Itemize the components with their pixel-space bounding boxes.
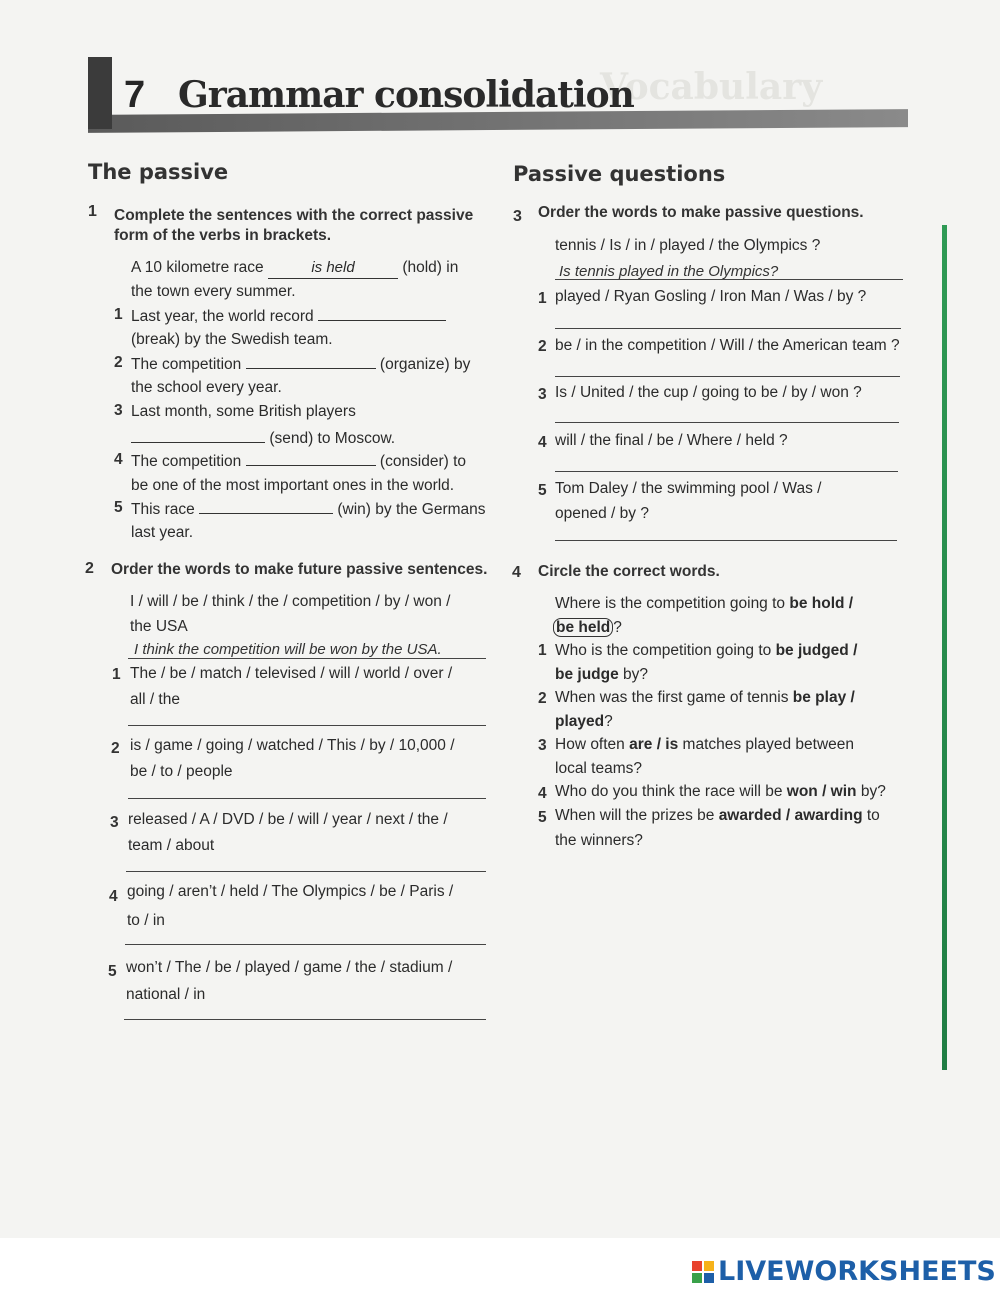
ex1-item-4-line2: be one of the most important ones in the world. bbox=[131, 477, 455, 494]
liveworksheets-logo[interactable] bbox=[692, 1256, 996, 1287]
ghost-header-text: Vocabulary bbox=[600, 66, 823, 108]
ex4-item-1-number: 1 bbox=[538, 642, 547, 659]
ex4-item-2-line1 bbox=[555, 688, 855, 708]
ex4-item-2-number: 2 bbox=[538, 690, 547, 707]
ex1-item-3: Last month, some British players bbox=[131, 403, 356, 420]
ex4-item-4-line1 bbox=[555, 782, 886, 802]
ex3-item-2-line1: be / in the competition / Will / the American team ? bbox=[555, 337, 900, 354]
item-text: The competition bbox=[131, 356, 242, 373]
ex2-item-4-line1: going / aren’t / held / The Olympics / be / Paris / bbox=[127, 883, 454, 900]
ex2-item-2-line2: be / to / people bbox=[130, 763, 233, 780]
ex3-item-1-answer-line[interactable] bbox=[555, 328, 901, 329]
ex4-item-5-line1 bbox=[555, 806, 880, 826]
item-text: ? bbox=[604, 713, 613, 730]
ex1-item-2 bbox=[131, 354, 470, 375]
ex1-item-1 bbox=[131, 306, 446, 327]
exercise-1-instruction bbox=[114, 206, 473, 246]
item-text: When was the first game of tennis bbox=[555, 689, 789, 706]
ex1-item-2-number: 2 bbox=[114, 354, 123, 371]
logo-block bbox=[704, 1273, 714, 1283]
ex1-item-3-number: 3 bbox=[114, 402, 123, 419]
ex2-item-4-number: 4 bbox=[109, 888, 118, 905]
logo-block bbox=[692, 1273, 702, 1283]
option-pair[interactable]: are / is bbox=[629, 736, 679, 753]
ex2-item-3-answer-line[interactable] bbox=[126, 871, 486, 872]
item-text: The competition bbox=[131, 453, 242, 470]
ex1-example-answer: is held bbox=[268, 258, 398, 279]
option-b[interactable]: be judge bbox=[555, 666, 619, 683]
ex3-item-1-number: 1 bbox=[538, 290, 547, 307]
ex2-item-2-answer-line[interactable] bbox=[128, 798, 486, 799]
ex3-item-4-line1: will / the final / be / Where / held ? bbox=[555, 432, 788, 449]
ex2-item-5-number: 5 bbox=[108, 963, 117, 980]
ex1-example-text: (hold) in bbox=[402, 259, 459, 276]
ex4-example-line1 bbox=[555, 594, 853, 614]
ex1-item-3-line2 bbox=[131, 428, 395, 449]
ex1-item-4 bbox=[131, 451, 466, 472]
ex4-item-5-number: 5 bbox=[538, 809, 547, 826]
header-bar bbox=[88, 57, 112, 129]
exercise-2-instruction: Order the words to make future passive sentences. bbox=[111, 561, 488, 578]
ex1-item-5-number: 5 bbox=[114, 499, 123, 516]
ex2-item-1-line1: The / be / match / televised / will / world / over / bbox=[130, 665, 453, 682]
ex3-item-3-number: 3 bbox=[538, 386, 547, 403]
ex1-item-1-line2: (break) by the Swedish team. bbox=[131, 331, 333, 348]
ex1-item-2-line2: the school every year. bbox=[131, 379, 282, 396]
option-a[interactable]: be judged / bbox=[775, 642, 858, 659]
green-page-edge bbox=[942, 225, 947, 1070]
ex2-item-2-line1: is / game / going / watched / This / by / 10,000 / bbox=[130, 737, 455, 754]
ex1-item-4-number: 4 bbox=[114, 451, 123, 468]
option-b[interactable]: played bbox=[555, 713, 605, 730]
option-pair[interactable]: won / win bbox=[786, 783, 857, 800]
ex4-item-4-number: 4 bbox=[538, 785, 547, 802]
ex1-item-1-number: 1 bbox=[114, 306, 123, 323]
ex3-example-answer: Is tennis played in the Olympics? bbox=[559, 263, 779, 280]
ex3-item-5-line2: opened / by ? bbox=[555, 505, 649, 522]
exercise-4-instruction: Circle the correct words. bbox=[538, 563, 720, 580]
ex2-item-3-number: 3 bbox=[110, 814, 119, 831]
logo-blocks-icon bbox=[692, 1261, 714, 1283]
ex3-item-3-answer-line[interactable] bbox=[555, 422, 899, 423]
ex2-item-5-line2: national / in bbox=[126, 986, 206, 1003]
ex2-item-4-line2: to / in bbox=[127, 912, 165, 929]
logo-block bbox=[704, 1261, 714, 1271]
ex2-example-answer: I think the competition will be won by the USA. bbox=[134, 641, 442, 658]
page-title: Grammar consolidation bbox=[178, 74, 634, 116]
ex3-example-answer-line bbox=[555, 279, 903, 280]
section-title-passive: The passive bbox=[88, 160, 229, 184]
ex4-item-2-line2 bbox=[555, 712, 613, 732]
exercise-3-number: 3 bbox=[513, 208, 522, 225]
circled-option: be held bbox=[553, 618, 613, 637]
ex2-item-5-answer-line[interactable] bbox=[124, 1019, 486, 1020]
ex3-item-5-answer-line[interactable] bbox=[555, 540, 897, 541]
ex1-example-line2: the town every summer. bbox=[131, 283, 296, 300]
ex3-item-4-number: 4 bbox=[538, 434, 547, 451]
exercise-2-number: 2 bbox=[85, 560, 94, 577]
option-separator: / bbox=[848, 595, 854, 612]
ex4-item-1-line1 bbox=[555, 641, 857, 661]
item-text: matches played between bbox=[682, 736, 855, 753]
ex3-item-2-answer-line[interactable] bbox=[555, 376, 900, 377]
logo-block bbox=[692, 1261, 702, 1271]
unit-number: 7 bbox=[124, 74, 146, 116]
option-a[interactable]: be play / bbox=[792, 689, 855, 706]
ex2-item-4-answer-line[interactable] bbox=[125, 944, 486, 945]
ex1-item-5-line2: last year. bbox=[131, 524, 194, 541]
ex2-item-2-number: 2 bbox=[111, 740, 120, 757]
item-text: When will the prizes be bbox=[555, 807, 715, 824]
ex3-item-4-answer-line[interactable] bbox=[555, 471, 898, 472]
ex2-item-3-line2: team / about bbox=[128, 837, 215, 854]
ex3-item-3-line1: Is / United / the cup / going to be / by / won ? bbox=[555, 384, 862, 401]
item-text: by? bbox=[623, 666, 649, 683]
ex2-item-5-line1: won’t / The / be / played / game / the / stadium / bbox=[126, 959, 453, 976]
ex3-item-5-number: 5 bbox=[538, 482, 547, 499]
ex2-item-1-answer-line[interactable] bbox=[128, 725, 486, 726]
ex4-item-1-line2 bbox=[555, 665, 648, 685]
ex1-item-3-blank[interactable] bbox=[131, 428, 265, 443]
instruction-line: Complete the sentences with the correct passive bbox=[114, 207, 474, 224]
logo-text: LIVEWORKSHEETS bbox=[718, 1256, 996, 1287]
item-text: This race bbox=[131, 501, 195, 518]
item-text: Last year, the world record bbox=[131, 308, 314, 325]
ex2-item-3-line1: released / A / DVD / be / will / year / next / the / bbox=[128, 811, 448, 828]
ex1-item-1-blank[interactable] bbox=[318, 306, 446, 321]
exercise-4-number: 4 bbox=[512, 564, 521, 581]
option-pair[interactable]: awarded / awarding bbox=[718, 807, 863, 824]
item-text: (organize) by bbox=[379, 356, 471, 373]
ex1-item-2-blank[interactable] bbox=[246, 354, 376, 369]
ex1-example-line bbox=[131, 258, 458, 279]
ex2-item-1-number: 1 bbox=[112, 666, 121, 683]
item-text: (consider) to bbox=[379, 453, 467, 470]
item-text: Where is the competition going to bbox=[555, 595, 786, 612]
item-text: How often bbox=[555, 736, 625, 753]
item-text: by? bbox=[860, 783, 886, 800]
ex1-item-5 bbox=[131, 499, 486, 520]
ex1-example-text: A 10 kilometre race bbox=[131, 259, 264, 276]
item-text: (win) by the Germans bbox=[337, 501, 486, 518]
item-text: (send) to Moscow. bbox=[269, 430, 396, 447]
section-title-passive-questions: Passive questions bbox=[513, 162, 726, 186]
ex4-item-3-number: 3 bbox=[538, 737, 547, 754]
ex4-example-line2 bbox=[553, 618, 622, 638]
ex4-item-3-line1 bbox=[555, 735, 854, 755]
ex2-example-line2: the USA bbox=[130, 618, 188, 635]
ex1-item-5-blank[interactable] bbox=[199, 499, 333, 514]
ex2-example-line1: I / will / be / think / the / competition / by / won / bbox=[130, 593, 451, 610]
item-text: ? bbox=[613, 619, 622, 636]
ex4-item-3-line2: local teams? bbox=[555, 760, 643, 777]
ex2-example-answer-line bbox=[128, 658, 486, 659]
ex1-item-4-blank[interactable] bbox=[246, 451, 376, 466]
ex3-item-1-line1: played / Ryan Gosling / Iron Man / Was / by ? bbox=[555, 288, 867, 305]
ex2-item-1-line2: all / the bbox=[130, 691, 180, 708]
exercise-1-number: 1 bbox=[88, 203, 97, 220]
item-text: Who do you think the race will be bbox=[555, 783, 783, 800]
ex3-item-2-number: 2 bbox=[538, 338, 547, 355]
item-text: Who is the competition going to bbox=[555, 642, 772, 659]
exercise-3-instruction: Order the words to make passive questions. bbox=[538, 204, 864, 221]
ex4-item-5-line2: the winners? bbox=[555, 832, 643, 849]
option-a: be hold bbox=[789, 595, 845, 612]
item-text: to bbox=[866, 807, 880, 824]
ex3-item-5-line1: Tom Daley / the swimming pool / Was / bbox=[555, 480, 822, 497]
instruction-line: form of the verbs in brackets. bbox=[114, 227, 332, 244]
ex3-example-line1: tennis / Is / in / played / the Olympics ? bbox=[555, 237, 821, 254]
